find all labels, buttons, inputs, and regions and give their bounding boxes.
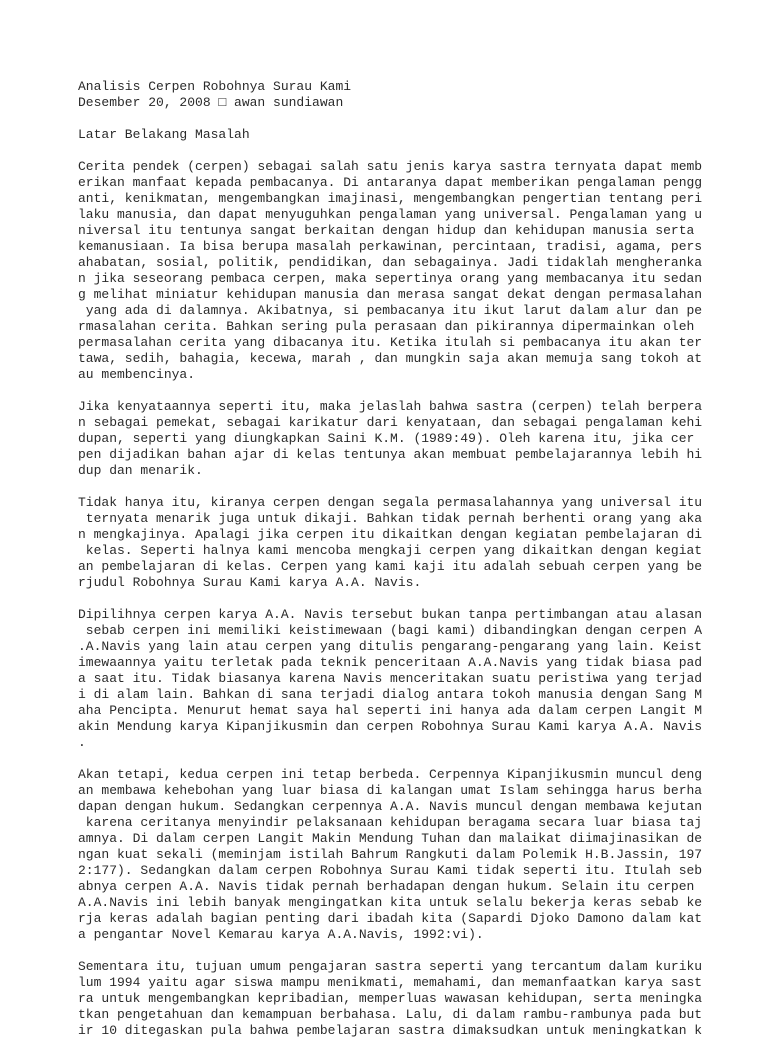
paragraph-line: akin Mendung karya Kipanjikusmin dan cerpen Robohnya Surau Kami karya A.A. Navis	[78, 719, 703, 734]
paragraph	[78, 159, 758, 383]
paragraph-line: tawa, sedih, bahagia, kecewa, marah , dan mungkin saja akan memuja sang tokoh at	[78, 351, 703, 366]
paragraph-line: ngan kuat sekali (meminjam istilah Bahrum Rangkuti dalam Polemik H.B.Jassin, 197	[78, 847, 703, 862]
paragraph	[78, 607, 758, 751]
spacer	[78, 383, 758, 399]
paragraph-line: laku manusia, dan dapat menyuguhkan pengalaman yang universal. Pengalaman yang u	[78, 207, 703, 222]
paragraph-line: yang ada di dalamnya. Akibatnya, si pembacanya itu ikut larut dalam alur dan pe	[78, 303, 703, 318]
paragraph-line: rjudul Robohnya Surau Kami karya A.A. Navis.	[78, 575, 422, 590]
paragraph-line: lum 1994 yaitu agar siswa mampu menikmati, memahami, dan memanfaatkan karya sast	[78, 975, 703, 990]
paragraph-line: Sementara itu, tujuan umum pengajaran sastra seperti yang tercantum dalam kuriku	[78, 959, 703, 974]
paragraph-line: ternyata menarik juga untuk dikaji. Bahkan tidak pernah berhenti orang yang aka	[78, 511, 703, 526]
paragraph	[78, 767, 758, 943]
paragraph-line: .	[78, 735, 86, 750]
paragraph-line: karena ceritanya menyindir pelaksanaan kehidupan beragama secara luar biasa taj	[78, 815, 703, 830]
paragraph-line: .A.Navis yang lain atau cerpen yang ditulis pengarang-pengarang yang lain. Keist	[78, 639, 703, 654]
paragraph-line: amnya. Di dalam cerpen Langit Makin Mendung Tuhan dan malaikat diimajinasikan de	[78, 831, 703, 846]
spacer	[78, 943, 758, 959]
spacer	[78, 479, 758, 495]
paragraph-line: sebab cerpen ini memiliki keistimewaan (bagi kami) dibandingkan dengan cerpen A	[78, 623, 703, 638]
paragraph-line: n mengkajinya. Apalagi jika cerpen itu dikaitkan dengan kegiatan pembelajaran di	[78, 527, 703, 542]
paragraph	[78, 959, 758, 1039]
paragraph-line: anti, kenikmatan, mengembangkan imajinasi, mengembangkan pengertian tentang peri	[78, 191, 703, 206]
post-meta: Desember 20, 2008 □ awan sundiawan	[78, 95, 344, 110]
paragraph	[78, 399, 758, 479]
spacer	[78, 591, 758, 607]
paragraph-line: Tidak hanya itu, kiranya cerpen dengan segala permasalahannya yang universal itu	[78, 495, 703, 510]
spacer	[78, 111, 758, 127]
paragraph-line: A.A.Navis ini lebih banyak mengingatkan kita untuk selalu bekerja keras sebab ke	[78, 895, 703, 910]
paragraph-line: Cerita pendek (cerpen) sebagai salah satu jenis karya sastra ternyata dapat memb	[78, 159, 703, 174]
paragraph-line: erikan manfaat kepada pembacanya. Di antaranya dapat memberikan pengalaman pengg	[78, 175, 703, 190]
paragraph-line: Jika kenyataannya seperti itu, maka jelaslah bahwa sastra (cerpen) telah berpera	[78, 399, 703, 414]
paragraph-line: kelas. Seperti halnya kami mencoba mengkaji cerpen yang dikaitkan dengan kegiat	[78, 543, 703, 558]
paragraph-line: kemanusiaan. Ia bisa berupa masalah perkawinan, percintaan, tradisi, agama, pers	[78, 239, 703, 254]
paragraph	[78, 495, 758, 591]
paragraph-line: imewaannya yaitu terletak pada teknik penceritaan A.A.Navis yang tidak biasa pad	[78, 655, 703, 670]
document-body	[78, 79, 758, 1039]
paragraph-line: a saat itu. Tidak biasanya karena Navis menceritakan suatu peristiwa yang terjad	[78, 671, 703, 686]
paragraph-line: dapan dengan hukum. Sedangkan cerpennya A.A. Navis muncul dengan membawa kejutan	[78, 799, 703, 814]
paragraphs	[78, 159, 758, 1039]
paragraph-line: permasalahan cerita yang dibacanya itu. Ketika itulah si pembacanya itu akan ter	[78, 335, 703, 350]
spacer	[78, 143, 758, 159]
paragraph-line: dupan, seperti yang diungkapkan Saini K.M. (1989:49). Oleh karena itu, jika cer	[78, 431, 695, 446]
paragraph-line: au membencinya.	[78, 367, 196, 382]
paragraph-line: n sebagai pemekat, sebagai karikatur dari kenyataan, dan sebagai pengalaman kehi	[78, 415, 703, 430]
paragraph-line: n jika seseorang pembaca cerpen, maka sepertinya orang yang membacanya itu sedan	[78, 271, 703, 286]
spacer	[78, 751, 758, 767]
paragraph-line: pen dijadikan bahan ajar di kelas tentunya akan membuat pembelajarannya lebih hi	[78, 447, 703, 462]
paragraph-line: rmasalahan cerita. Bahkan sering pula perasaan dan pikirannya dipermainkan oleh	[78, 319, 703, 334]
paragraph-line: dup dan menarik.	[78, 463, 203, 478]
paragraph-line: i di alam lain. Bahkan di sana terjadi dialog antara tokoh manusia dengan Sang M	[78, 687, 703, 702]
paragraph-line: Dipilihnya cerpen karya A.A. Navis tersebut bukan tanpa pertimbangan atau alasan	[78, 607, 703, 622]
paragraph-line: an membawa kehebohan yang luar biasa di kalangan umat Islam sehingga harus berha	[78, 783, 703, 798]
paragraph-line: g melihat miniatur kehidupan manusia dan merasa sangat dekat dengan permasalahan	[78, 287, 703, 302]
paragraph-line: 2:177). Sedangkan dalam cerpen Robohnya Surau Kami tidak seperti itu. Itulah seb	[78, 863, 703, 878]
section-heading: Latar Belakang Masalah	[78, 127, 250, 142]
paragraph-line: tkan pengetahuan dan kemampuan berbahasa. Lalu, di dalam rambu-rambunya pada but	[78, 1007, 703, 1022]
paragraph-line: rja keras adalah bagian penting dari ibadah kita (Sapardi Djoko Damono dalam kat	[78, 911, 703, 926]
paragraph-line: ra untuk mengembangkan kepribadian, memperluas wawasan kehidupan, serta meningka	[78, 991, 703, 1006]
paragraph-line: ir 10 ditegaskan pula bahwa pembelajaran sastra dimaksudkan untuk meningkatkan k	[78, 1023, 703, 1038]
paragraph-line: niversal itu tentunya sangat berkaitan dengan hidup dan kehidupan manusia serta	[78, 223, 703, 238]
paragraph-line: ahabatan, sosial, politik, pendidikan, dan sebagainya. Jadi tidaklah mengheranka	[78, 255, 703, 270]
document-title: Analisis Cerpen Robohnya Surau Kami	[78, 79, 352, 94]
paragraph-line: a pengantar Novel Kemarau karya A.A.Navis, 1992:vi).	[78, 927, 484, 942]
paragraph-line: Akan tetapi, kedua cerpen ini tetap berbeda. Cerpennya Kipanjikusmin muncul deng	[78, 767, 703, 782]
paragraph-line: abnya cerpen A.A. Navis tidak pernah berhadapan dengan hukum. Selain itu cerpen	[78, 879, 703, 894]
paragraph-line: an pembelajaran di kelas. Cerpen yang kami kaji itu adalah sebuah cerpen yang be	[78, 559, 703, 574]
paragraph-line: aha Pencipta. Menurut hemat saya hal seperti ini hanya ada dalam cerpen Langit M	[78, 703, 703, 718]
